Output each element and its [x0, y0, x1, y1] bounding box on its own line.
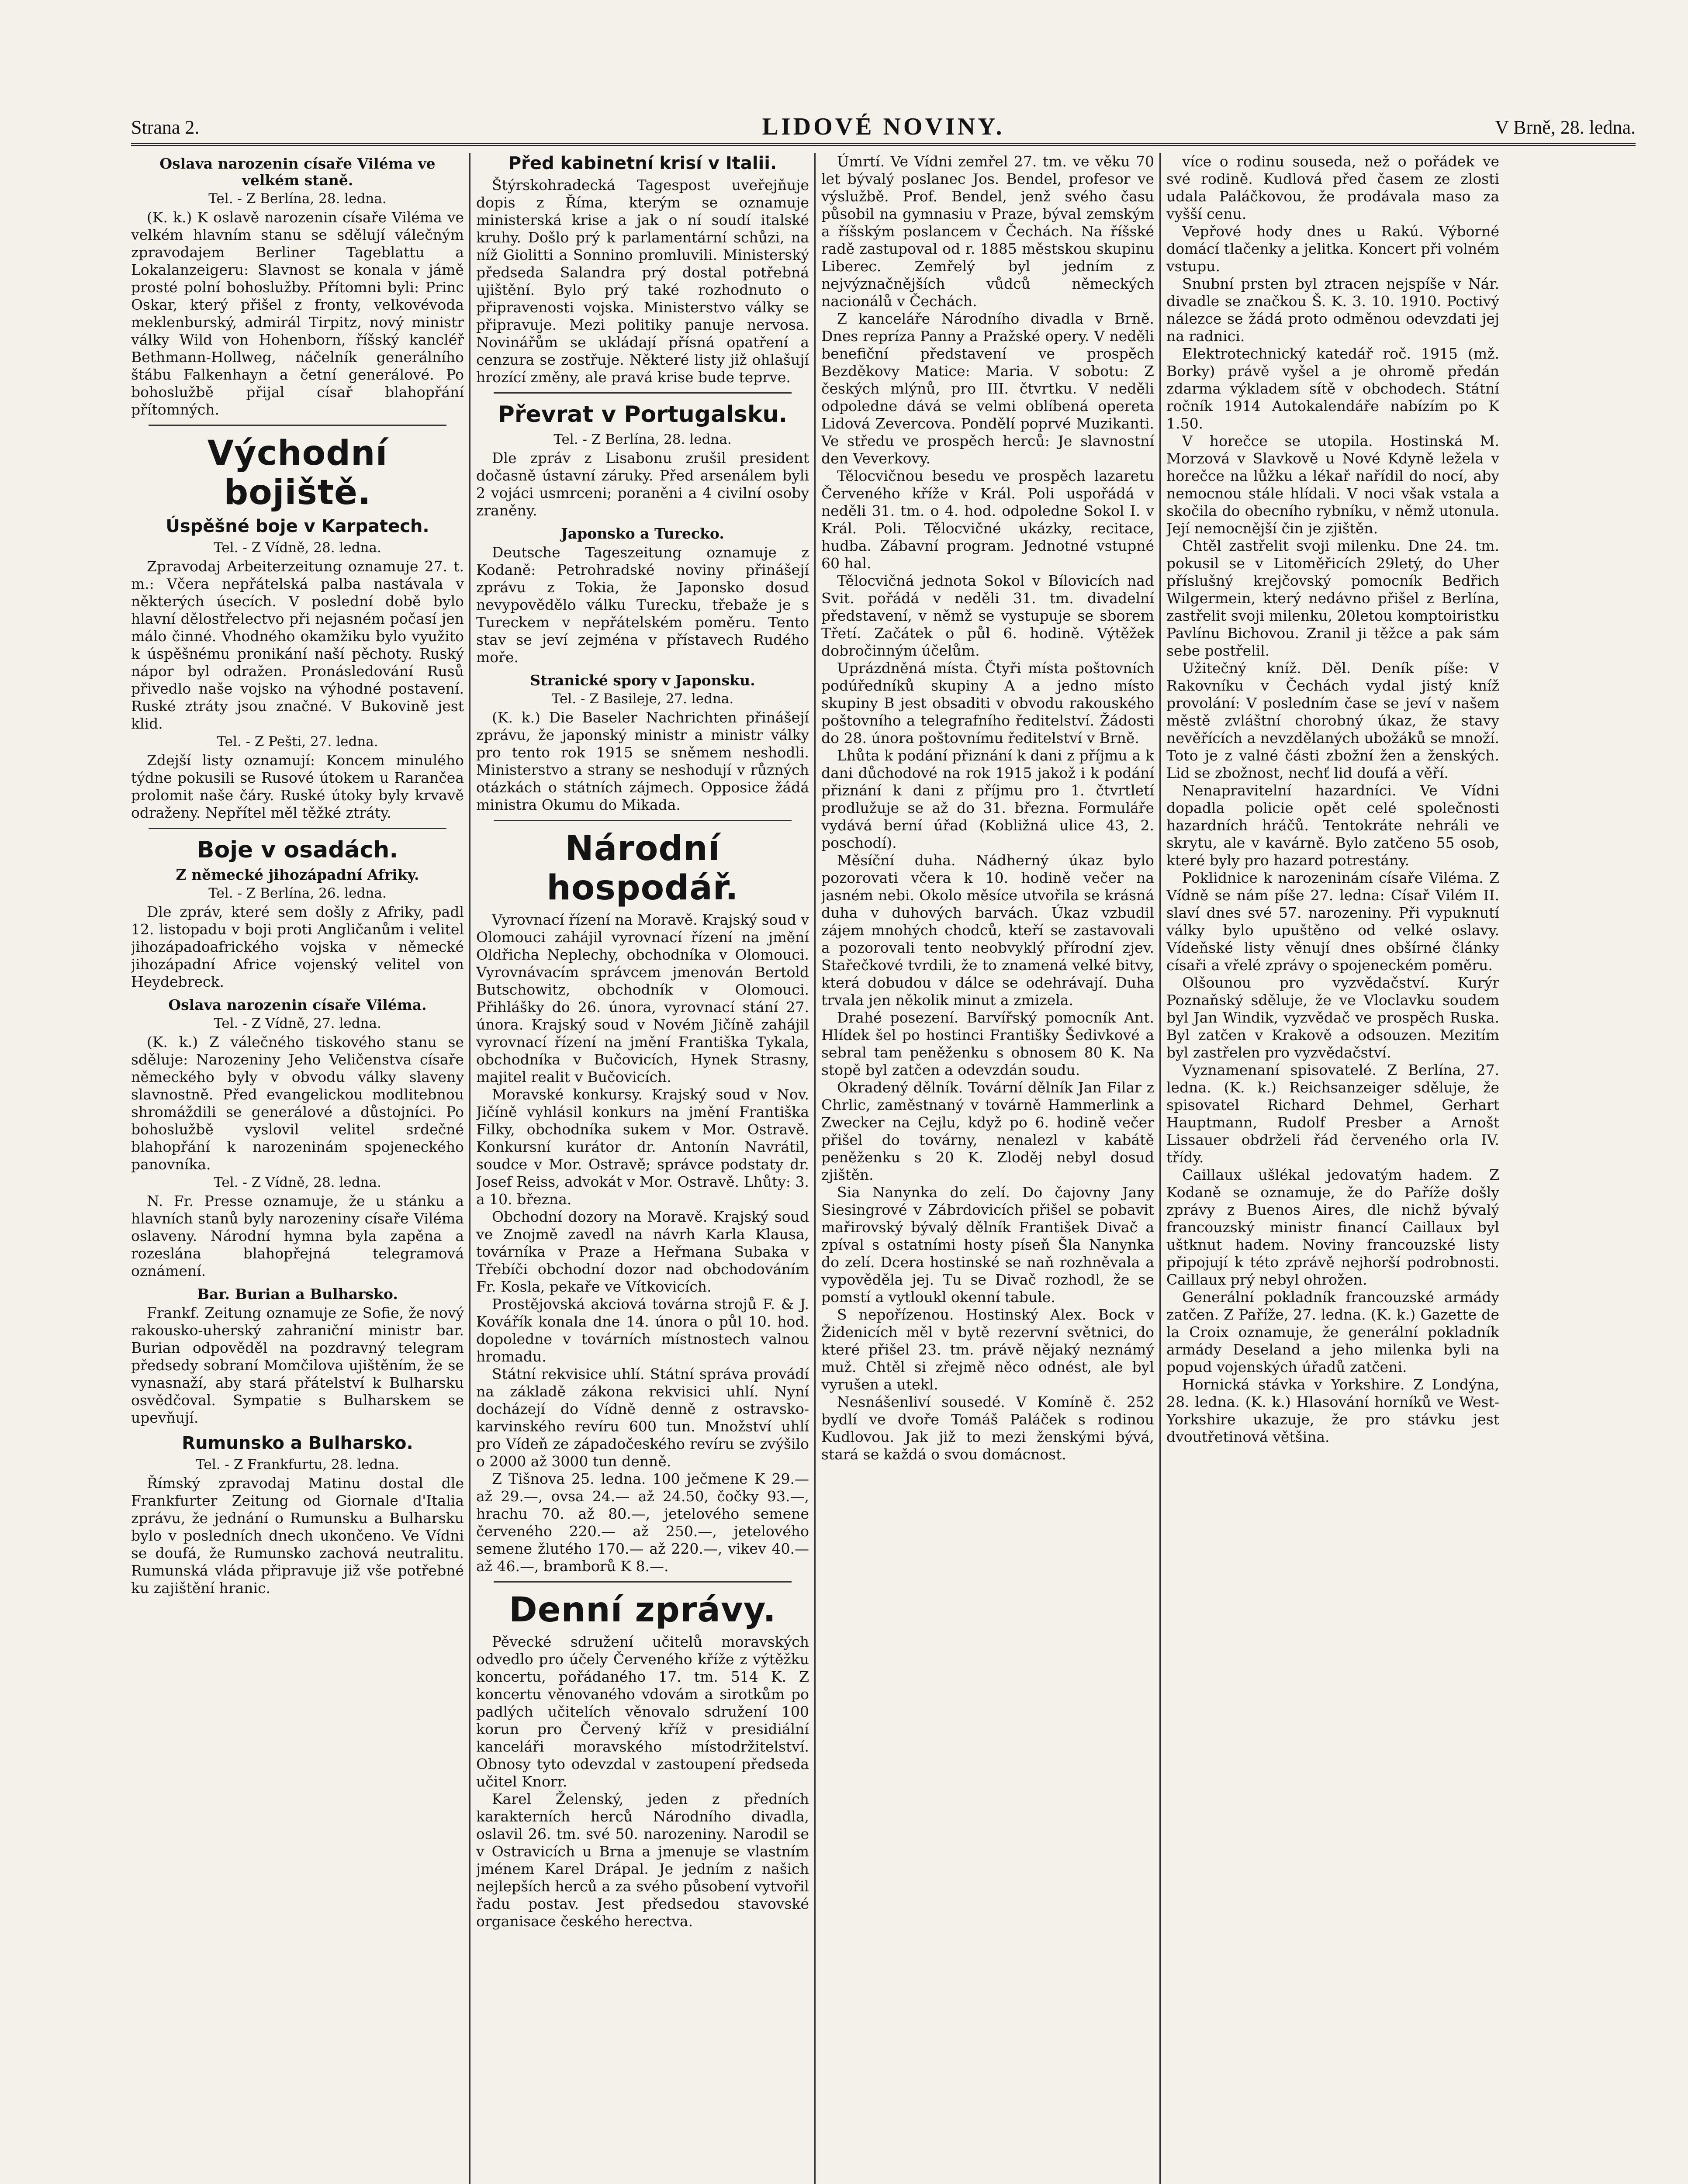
article [476, 401, 809, 519]
article [476, 525, 809, 666]
column-2 [476, 153, 809, 2184]
article-text: Dle zpráv, které sem došly z Afriky, padl 12. listopadu v boji proti Angličanům i velitel jihozápadoafrického vojska v německé jihozápadní Africe vojenský velitel von Heydebreck. [131, 903, 464, 990]
newspaper-title: LIDOVÉ NOVINY. [762, 113, 1005, 140]
article [131, 837, 464, 991]
dateline: Tel. - Z Pešti, 27. ledna. [217, 734, 378, 750]
article-text: Chtěl zastřelit svoji milenku. Dne 24. tm. pokusil se v Litoměřicích 29letý, do Uher příslušný krejčovský pomocník Bedřich Wilgermein, který nedávno přišel z Berlína, zastřelit svoji milenku, 20letou komptoiristku Pavlínu Bichovou. Zranil ji těžce a pak sám sebe postřelil. [1166, 537, 1499, 659]
dateline: Tel. - Z Frankfurtu, 28. ledna. [196, 1457, 399, 1472]
article-text: Měsíční duha. Nádherný úkaz bylo pozorovati včera k 10. hodině večer na jasném nebi. Okolo měsíce utvořila se krásná duha v duhových barvách. Úkaz vzbudil zájem mnohých chodců, kteří se zastavovali a pozorovali tento neobvyklý přírodní zjev. Stařečkové tvrdili, že to znamená velké bitvy, která dobudou v dálce se odehrávají. Duha trvala jen několik minut a zmizela. [821, 852, 1154, 1009]
article-text: (K. k.) Z válečného tiskového stanu se sděluje: Narozeniny Jeho Veličenstva císaře německého byly v obvodu války slaveny slavnostně. Před evangelickou modlitebnou shromáždili se generálové a důstojníci. Po bohoslužbě vyslovil velitel srdečné blahopřání k narozeninám spojeneckého panovníka. [131, 1033, 464, 1173]
article-text: Nesnášenliví sousedé. V Komíně č. 252 bydlí ve dvoře Tomáš Paláček s rodinou Kudlovou. Jak již to mezi ženskými bývá, stará se každá o svou domácnost. [821, 1393, 1154, 1463]
column-rule [814, 153, 816, 2184]
article-title: Rumunsko a Bulharsko. [182, 1433, 413, 1453]
separator [494, 820, 792, 821]
article-title: Boje v osadách. [197, 837, 398, 863]
article [476, 153, 809, 386]
column-rule [469, 153, 470, 2184]
article-text: Pěvecké sdružení učitelů moravských odvedlo pro účely Červeného kříže z výtěžku koncertu, pořádaného 17. tm. 514 K. Z koncertu věnovaného vdovám a sirotkům po padlých učitelích věnovalo sdružení 100 korun pro Červený kříž v presidiální kanceláři moravského místodržitelství. Obnosy tyto odevzdal v zastoupení předseda učitel Knorr. [476, 1633, 809, 1790]
article-text: Snubní prsten byl ztracen nejspíše v Nár. divadle se značkou Š. K. 3. 10. 1910. Poctivý nálezce se žádá proto odměnou odevzdati jej na radnici. [1166, 275, 1499, 345]
article-text: Moravské konkursy. Krajský soud v Nov. Jičíně vyhlásil konkurs na jmění Františka Filky, obchodníka sukem v Mor. Ostravě. Konkursní kurátor dr. Antonín Navrátil, soudce v Mor. Ostravě; správce podstaty dr. Josef Reiss, advokát v Mor. Ostravě. Lhůty: 3. a 10. března. [476, 1086, 809, 1208]
article [131, 434, 464, 822]
article-text: Poklidnice k narozeninám císaře Viléma. Z Vídně se nám píše 27. ledna: Císař Vilém II. slaví dnes své 57. narozeniny. Při vypuknutí války bylo upuštěno od velké oslavy. Vídeňské listy věnují dnes obšírné články císaři a vřelé zprávy o spojeneckém poměru. [1166, 869, 1499, 974]
article [476, 1590, 809, 1930]
article-text: Prostějovská akciová továrna strojů F. & J. Kovářík konala dne 14. února o půl 10. hod. dopoledne v továrních místnostech valnou hromadu. [476, 1296, 809, 1365]
article-title: Bar. Burian a Bulharsko. [197, 1286, 398, 1303]
column-1 [131, 153, 464, 2184]
dateline: Tel. - Z Basileje, 27. ledna. [551, 691, 734, 707]
article [131, 997, 464, 1280]
article-text: více o rodinu souseda, než o pořádek ve své rodině. Kudlová před časem ze zlosti udala Paláčkovou, že prodávala maso za vyšší cenu. [1166, 153, 1499, 222]
article-text: Caillaux ušlékal jedovatým hadem. Z Kodaně se oznamuje, že do Paříže došly zprávy z Buenos Aires, dle nichž bývalý francouzský ministr financí Caillaux byl uštknut hadem. Noviny francouzské listy připojují k této zprávě nejhorší podrobnosti. Caillaux prý nebyl ohrožen. [1166, 1166, 1499, 1288]
article-text: Nenapravitelní hazardníci. Ve Vídni dopadla policie opět celé společnosti hazardních hráčů. Tentokráte nehráli ve skrytu, ale v kavárně. Bylo zatčeno 55 osob, které byly pro hazard potrestány. [1166, 782, 1499, 869]
article-text: Tělocvičnou besedu ve prospěch lazaretu Červeného kříže v Král. Poli uspořádá v neděli 31. tm. o 4. hod. odpoledne Sokol I. v Král. Poli. Tělocvičné ukázky, recitace, hudba. Zábavní program. Jednotné vstupné 60 hal. [821, 467, 1154, 572]
dateline: Tel. - Z Berlína, 26. ledna. [208, 885, 387, 901]
article-text: Hornická stávka v Yorkshire. Z Londýna, 28. ledna. (K. k.) Hlasování horníků ve West-Yorkshire ukazuje, že pro stávku jest dvoutřetinová většina. [1166, 1376, 1499, 1445]
article-text: Okradený dělník. Tovární dělník Jan Filar z Chrlic, zaměstnaný v továrně Hammerlink a Zwecker na Cejlu, když po 6. hodině večer přišel do továrny, nenalezl v kabátě peněženku s 20 K. Zloděj nebyl dosud zjištěn. [821, 1079, 1154, 1183]
article-text: S nepořízenou. Hostinský Alex. Bock v Židenicích měl v bytě rezervní světnici, do které přišel 23. tm. právě nějaký neznámý muž. Chtěl si zřejmě něco odnést, ale byl vyrušen a utekl. [821, 1306, 1154, 1393]
section-title: Denní zprávy. [508, 1590, 777, 1630]
article-title: Oslava narozenin císaře Viléma. [168, 996, 427, 1013]
article-text: (K. k.) K oslavě narozenin císaře Viléma ve velkém hlavním stanu se sdělují válečným zpravodajem Berliner Tageblattu a Lokalanzeigeru: Slavnost se konala v jámě prosté polní bohoslužby. Přítomni byli: Princ Oskar, který přišel z fronty, velkovévoda meklenburský, admirál Tirpitz, nový ministr války Wild von Hohenborn, říšský kancléř Bethmann-Hollweg, náčelník generálního štábu Falkenhayn a četní generálové. Po bohoslužbě přijal císař blahopřání přítomných. [131, 209, 464, 418]
article-text: Obchodní dozory na Moravě. Krajský soud ve Znojmě zavedl na návrh Karla Klausa, továrníka v Praze a Heřmana Subaka v Třebíči obchodní dozor nad obchodováním Fr. Kosla, pekaře ve Vítkovicích. [476, 1208, 809, 1295]
dateline: Tel. - Z Berlína, 28. ledna. [208, 191, 387, 207]
columns [131, 153, 1636, 2184]
article-text: Tělocvičná jednota Sokol v Bílovicích nad Svit. pořádá v neděli 31. tm. divadelní představení, v němž se vystupuje se sborem Třetí. Začátek o půl 6. hodině. Výtěžek dobročinným účelům. [821, 572, 1154, 659]
article-text: Zdejší listy oznamují: Koncem minulého týdne pokusili se Rusové útokem u Rarančea prolomit naše čáry. Ruské útoky byly krvavě odraženy. Nepřítel měl těžké ztráty. [131, 752, 464, 821]
column-rule [1159, 153, 1161, 2184]
article-text: Zpravodaj Arbeiterzeitung oznamuje 27. t. m.: Včera nepřátelská palba nastávala v některých úsecích. V poslední době bylo hlavní dělostřelectvo při nejasném počasí jen málo činné. Vhodného okamžiku bylo využito k úspěšnému pronikání naší pěchoty. Ruský nápor byl odražen. Pronásledování Rusů přivedlo naše vojsko na výhodné postavení. Ruské ztráty jsou značné. V Bukovině jest klid. [131, 558, 464, 732]
article [476, 672, 809, 814]
section-title: Národní hospodář. [547, 829, 739, 908]
article-title: Stranické spory v Japonsku. [530, 672, 755, 689]
article-text: Olšounou pro vyzvědačství. Kurýr Poznaňský sděluje, že ve Vloclavku soudem byl Jan Windik, vyzvědač ve prospěch Ruska. Byl zatčen v Krakově a odsouzen. Mezitím byl zastřelen pro vyzvědačství. [1166, 974, 1499, 1061]
article-text: Frankf. Zeitung oznamuje ze Sofie, že nový rakousko-uherský zahraniční ministr bar. Burian odpověděl na pozdravný telegram předsedy sobraní Momčilova ujištěním, že se vynasnaží, aby stará přátelství k Bulharsku osvědčoval. Sympatie s Bulharskem se upevňují. [131, 1304, 464, 1426]
article-title: Oslava narozenin císaře Viléma ve velkém staně. [159, 155, 436, 189]
separator [149, 828, 446, 829]
article [131, 1286, 464, 1427]
section-title: Východní bojiště. [207, 434, 388, 512]
article-text: Vyznamenaní spisovatelé. Z Berlína, 27. ledna. (K. k.) Reichsanzeiger sděluje, že spisovatel Richard Dehmel, Gerhart Hauptmann, Rudolf Presber a Arnošt Lissauer obdrželi řád červeného orla IV. třídy. [1166, 1061, 1499, 1166]
article-text: Deutsche Tageszeitung oznamuje z Kodaně: Petrohradské noviny přinášejí zprávu z Tokia, že Japonsko dosud nevypovědělo válku Turecku, třebaže je s Tureckem v nepřátelském poměru. Tento stav se jeví zejména v přístavech Rudého moře. [476, 544, 809, 666]
article-text: Užitečný kníž. Děl. Deník píše: V Rakovníku v Čechách vydal jistý kníž provolání: V posledním čase se jeví v našem městě zvláštní chorobný úkaz, že stavy nevěřících a nevzdělaných ubožáků se množí. Toto je z valné části zbožní žen a ženských. Lid se zbožnost, nechť lid doufá a věří. [1166, 660, 1499, 781]
masthead [131, 113, 1636, 146]
article-text: Štýrskohradecká Tagespost uveřejňuje dopis z Říma, kterým se oznamuje ministerská krise a jak o ní soudí italské kruhy. Došlo prý k parlamentární schůzi, na níž Giolitti a Sonnino promluvili. Ministerský předseda Salandra prý dostal potřebná ujištění. Bylo prý také rozhodnuto o připravenosti vojska. Ministerstvo války se připravuje. Mezi politiky panuje nervosa. Novinářům se ukládají přísná opatření a cenzura se zostřuje. Některé listy již ohlašují hrozící změny, ale pravá krise bude teprve. [476, 176, 809, 386]
article-text: Dle zpráv z Lisabonu zrušil president dočasně ústavní záruky. Před arsenálem byli 2 vojáci usmrceni; poraněni a 4 civilní osoby zraněny. [476, 449, 809, 519]
issue-date: V Brně, 28. ledna. [1495, 117, 1636, 138]
article-text: Úmrtí. Ve Vídni zemřel 27. tm. ve věku 70 let bývalý poslanec Jos. Bendel, profesor ve výslužbě. Prof. Bendel, jenž svého času působil na gymnasiu v Praze, býval zemským a říšským poslancem v Čechách. Na říšské radě zastupoval od r. 1885 městskou skupinu Liberec. Zemřelý byl jedním z nejvýznačnějších vůdců německých nacionálů v Čechách. [821, 153, 1154, 310]
article-text: Sia Nanynka do zelí. Do čajovny Jany Siesingrové v Zábrdovicích přišel se pobavit mařirovský bývalý dělník František Divač a zpíval s ostatními hosty píseň Šla Nanynka do zelí. Dcera hostinské se naň rozhněvala a vypověděla jej. Tu se Divač rozhodl, že se pomstí a vytloukl okenní tabule. [821, 1184, 1154, 1306]
article-text: Lhůta k podání přiznání k dani z příjmu a k dani důchodové na rok 1915 jakož i k podání přiznání k dani z příjmu pro 1. čtvrtletí prodlužuje se až do 31. března. Formuláře vydává berní úřad (Kobližná ulice 43, 2. poschodí). [821, 747, 1154, 851]
article-text: Drahé posezení. Barvířský pomocník Ant. Hlídek šel po hostinci Františky Šedivkové a sebral tam peněženku s obnosem 80 K. Na stopě byl zatčen a odevzdán soudu. [821, 1009, 1154, 1078]
article-text: Vepřové hody dnes u Rakú. Výborné domácí tlačenky a jelitka. Koncert při volném vstupu. [1166, 223, 1499, 275]
dateline: Tel. - Z Vídně, 28. ledna. [214, 540, 381, 556]
article-text: V horečce se utopila. Hostinská M. Morzová v Slavkově u Nové Kdyně ležela v horečce na lůžku a lékař nařídil do nocí, aby nemocnou stále hlídali. V noci však vstala a skočila do obecního rybníku, v němž utonula. Její nemocnější čin je zjištěn. [1166, 432, 1499, 537]
article-text: Římský zpravodaj Matinu dostal dle Frankfurter Zeitung od Giornale d'Italia zprávu, že jednání o Rumunsku a Bulharsku bylo v posledních dnech ukončeno. Ve Vídni se doufá, že Rumunsko zachová neutralitu. Rumunská vláda připravuje již vše potřebné ku zajištění hranic. [131, 1475, 464, 1597]
article-text: Z kanceláře Národního divadla v Brně. Dnes repríza Panny a Pražské opery. V neděli benefiční představení ve prospěch Bezděkovy Matice: Maria. V sobotu: Z českých mlýnů, pro III. čtvrtku. V neděli odpoledne dává se velmi oblíbená opereta Lidová Zevercova. Pondělí poprvé Muzikanti. Ve středu ve prospěch herců: Je slavnostní den Veverkovy. [821, 310, 1154, 467]
dateline: Tel. - Z Berlína, 28. ledna. [553, 432, 732, 447]
article-title: Japonsko a Turecko. [561, 525, 724, 542]
article-text: Vyrovnací řízení na Moravě. Krajský soud v Olomouci zahájil vyrovnací řízení na jmění Oldřicha Neplechy, obchodníka v Olomouci. Vyrovnávacím správcem jmenován Bertold Butschowitz, obchodník v Olomouci. Přihlášky do 26. února, vyrovnací stání 27. února. Krajský soud v Novém Jičíně zahájil vyrovnací řízení na jmění Františka Tykala, obchodníka v Bučovicích, Hynek Strasny, majitel realit v Bučovicích. [476, 911, 809, 1085]
column-4 [1166, 153, 1499, 2184]
article-text: Uprázdněná místa. Čtyři místa poštovních podúředníků skupiny A a jedno místo skupiny B jest obsaditi v obvodu rakouského poštovního a telegrafního ředitelství. Žádosti do 28. února poštovnímu ředitelství v Brně. [821, 660, 1154, 746]
article-title: Před kabinetní krisí v Italii. [508, 153, 777, 173]
separator [494, 1581, 792, 1583]
article [131, 156, 464, 418]
separator [494, 392, 792, 394]
article-text: N. Fr. Presse oznamuje, že u stánku a hlavních stanů byly narozeniny císaře Viléma oslaveny. Národní hymna byla zapěna a rozeslána blahopřejná telegramová oznámení. [131, 1192, 464, 1279]
article [476, 829, 809, 1575]
dateline: Tel. - Z Vídně, 27. ledna. [214, 1016, 381, 1031]
article-text: Karel Želenský, jeden z předních karakterních herců Národního divadla, oslavil 26. tm. své 50. narozeniny. Narodil se v Ostravicích u Brna a jmenuje se vlastním jménem Karel Drápal. Je jedním z našich nejlepších herců a za svého působení vytvořil řadu postav. Jest předsedou stavovské organisace českého herectva. [476, 1790, 809, 1930]
separator [149, 425, 446, 426]
article-subtitle: Úspěšné boje v Karpatech. [166, 516, 429, 536]
article [131, 1433, 464, 1597]
page-number: Strana 2. [131, 117, 200, 138]
dateline: Tel. - Z Vídně, 28. ledna. [214, 1175, 381, 1190]
column-3 [821, 153, 1154, 2184]
article-text: Státní rekvisice uhlí. Státní správa provádí na základě zákona rekvisici uhlí. Nyní docházejí do Vídně denně z ostravsko-karvinského revíru 600 tun. Množství uhlí pro Vídeň ze západočeského revíru se zvýšilo o 2000 až 3000 tun denně. [476, 1365, 809, 1470]
article-title: Převrat v Portugalsku. [498, 401, 788, 428]
article-text: Elektrotechnický katedář roč. 1915 (mž. Borky) právě vyšel a je ohromě předán zdarma výkladem sítě v obchodech. Státní ročník 1914 Autokalendáře nabízím po K 1.50. [1166, 345, 1499, 432]
article-subtitle: Z německé jihozápadní Afriky. [176, 866, 419, 883]
article-text: Z Tišnova 25. ledna. 100 ječmene K 29.— až 29.—, ovsa 24.— až 24.50, čočky 93.—, hrachu 70. až 80.—, jetelového semene červeného 220.— až 250.—, jetelového semene žlutého 170.— až 220.—, vikev 40.— až 46.—, bramborů K 8.—. [476, 1470, 809, 1575]
article-text: Generální pokladník francouzské armády zatčen. Z Paříže, 27. ledna. (K. k.) Gazette de la Croix oznamuje, že generální pokladník armády Deseland a jeho milenka byli na popud vojenských úřadů zatčeni. [1166, 1289, 1499, 1375]
article-text: (K. k.) Die Baseler Nachrichten přinášejí zprávu, že japonský ministr a ministr války pro tento rok 1915 se sněmem neshodli. Ministerstvo a strany se neshodují v různých otázkách o státních zájmech. Opposice žádá ministra Okumu do Mikada. [476, 709, 809, 813]
